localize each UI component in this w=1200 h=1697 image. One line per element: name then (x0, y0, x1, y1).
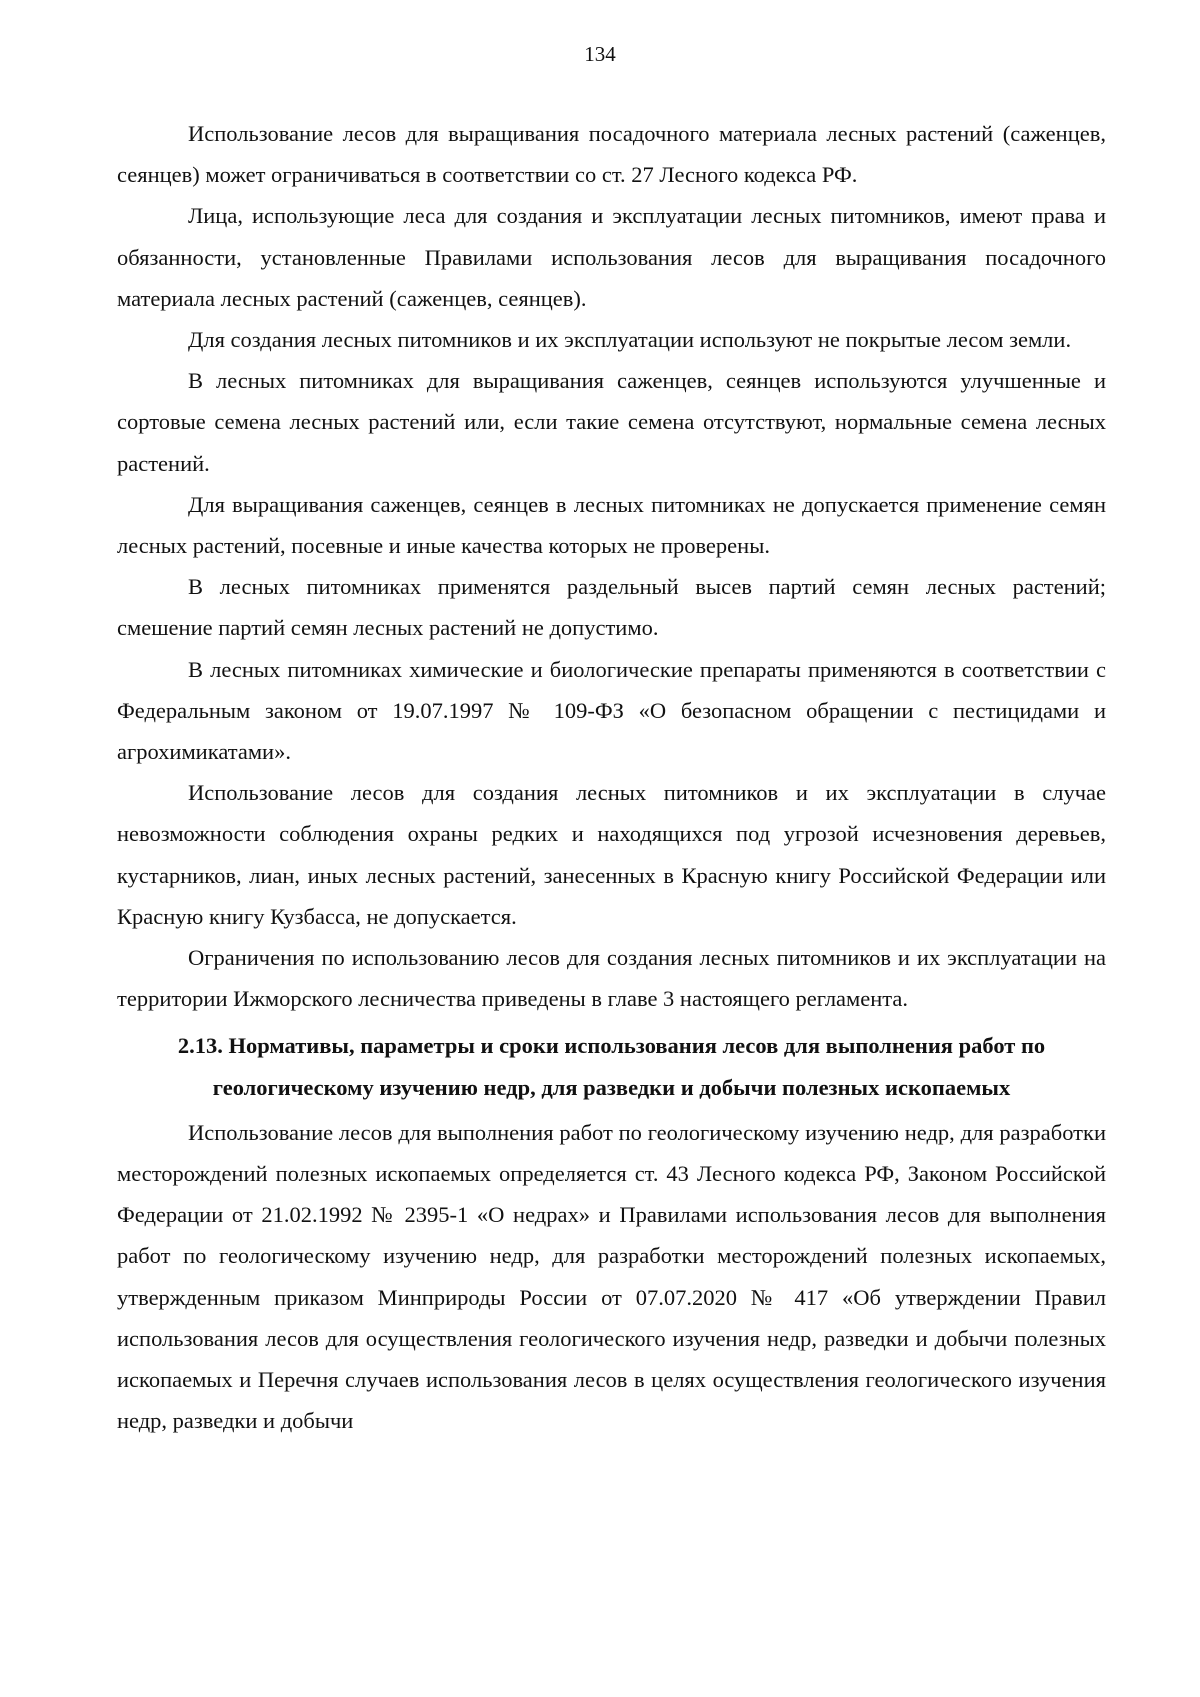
paragraph-geology-use: Использование лесов для выполнения работ по геологическому изучению недр, для разработки месторождений полезных ископаемых определяется ст. 43 Лесного кодекса РФ, Законом Российской Федерации от 21.02.1992 № 2395-1 «О недрах» и Правилами использования лесов для выполнения работ по геологическому изучению недр, для разработки месторождений полезных ископаемых, утвержденным приказом Минприроды России от 07.07.2020 № 417 «Об утверждении Правил использования лесов для осуществления геологического изучения недр, разведки и добычи полезных ископаемых и Перечня случаев использования лесов в целях осуществления геологического изучения недр, разведки и добычи (117, 1119, 1106, 1434)
paragraph-red-book: Использование лесов для создания лесных питомников и их эксплуатации в случае невозможности соблюдения охраны редких и находящихся под угрозой исчезновения деревьев, кустарников, лиан, иных лесных растений, занесенных в Красную книгу Российской Федерации или Красную книгу Кузбасса, не допускается. (117, 780, 1106, 929)
paragraph-seedling-restrictions: Использование лесов для выращивания посадочного материала лесных растений (саженцев, сеянцев) может ограничиваться в соответствии со ст. 27 Лесного кодекса РФ. (117, 121, 1106, 188)
page-number: 134 (584, 42, 616, 66)
paragraph-nursery-rights: Лица, использующие леса для создания и эксплуатации лесных питомников, имеют права и обязанности, установленные Правилами использования лесов для выращивания посадочного материала лесных растений (саженцев, сеянцев). (117, 203, 1106, 311)
paragraph-seed-batches: В лесных питомниках применятся раздельный высев партий семян лесных растений; смешение партий семян лесных растений не допустимо. (117, 574, 1106, 641)
section-heading-2-13: 2.13. Нормативы, параметры и сроки использования лесов для выполнения работ по геологическому изучению недр, для разведки и добычи полезных ископаемых (177, 1033, 1046, 1100)
document-body (117, 113, 1106, 1442)
paragraph-restrictions-reference: Ограничения по использованию лесов для создания лесных питомников и их эксплуатации на территории Ижморского лесничества приведены в главе 3 настоящего регламента. (117, 945, 1106, 1012)
paragraph-seeds: В лесных питомниках для выращивания саженцев, сеянцев используются улучшенные и сортовые семена лесных растений или, если такие семена отсутствуют, нормальные семена лесных растений. (117, 368, 1106, 476)
paragraph-pesticides: В лесных питомниках химические и биологические препараты применяются в соответствии с Федеральным законом от 19.07.1997 № 109-ФЗ «О безопасном обращении с пестицидами и агрохимикатами». (117, 656, 1106, 765)
paragraph-unchecked-seeds: Для выращивания саженцев, сеянцев в лесных питомниках не допускается применение семян лесных растений, посевные и иные качества которых не проверены. (117, 491, 1106, 559)
paragraph-land-use: Для создания лесных питомников и их эксплуатации используют не покрытые лесом земли. (188, 327, 1072, 353)
